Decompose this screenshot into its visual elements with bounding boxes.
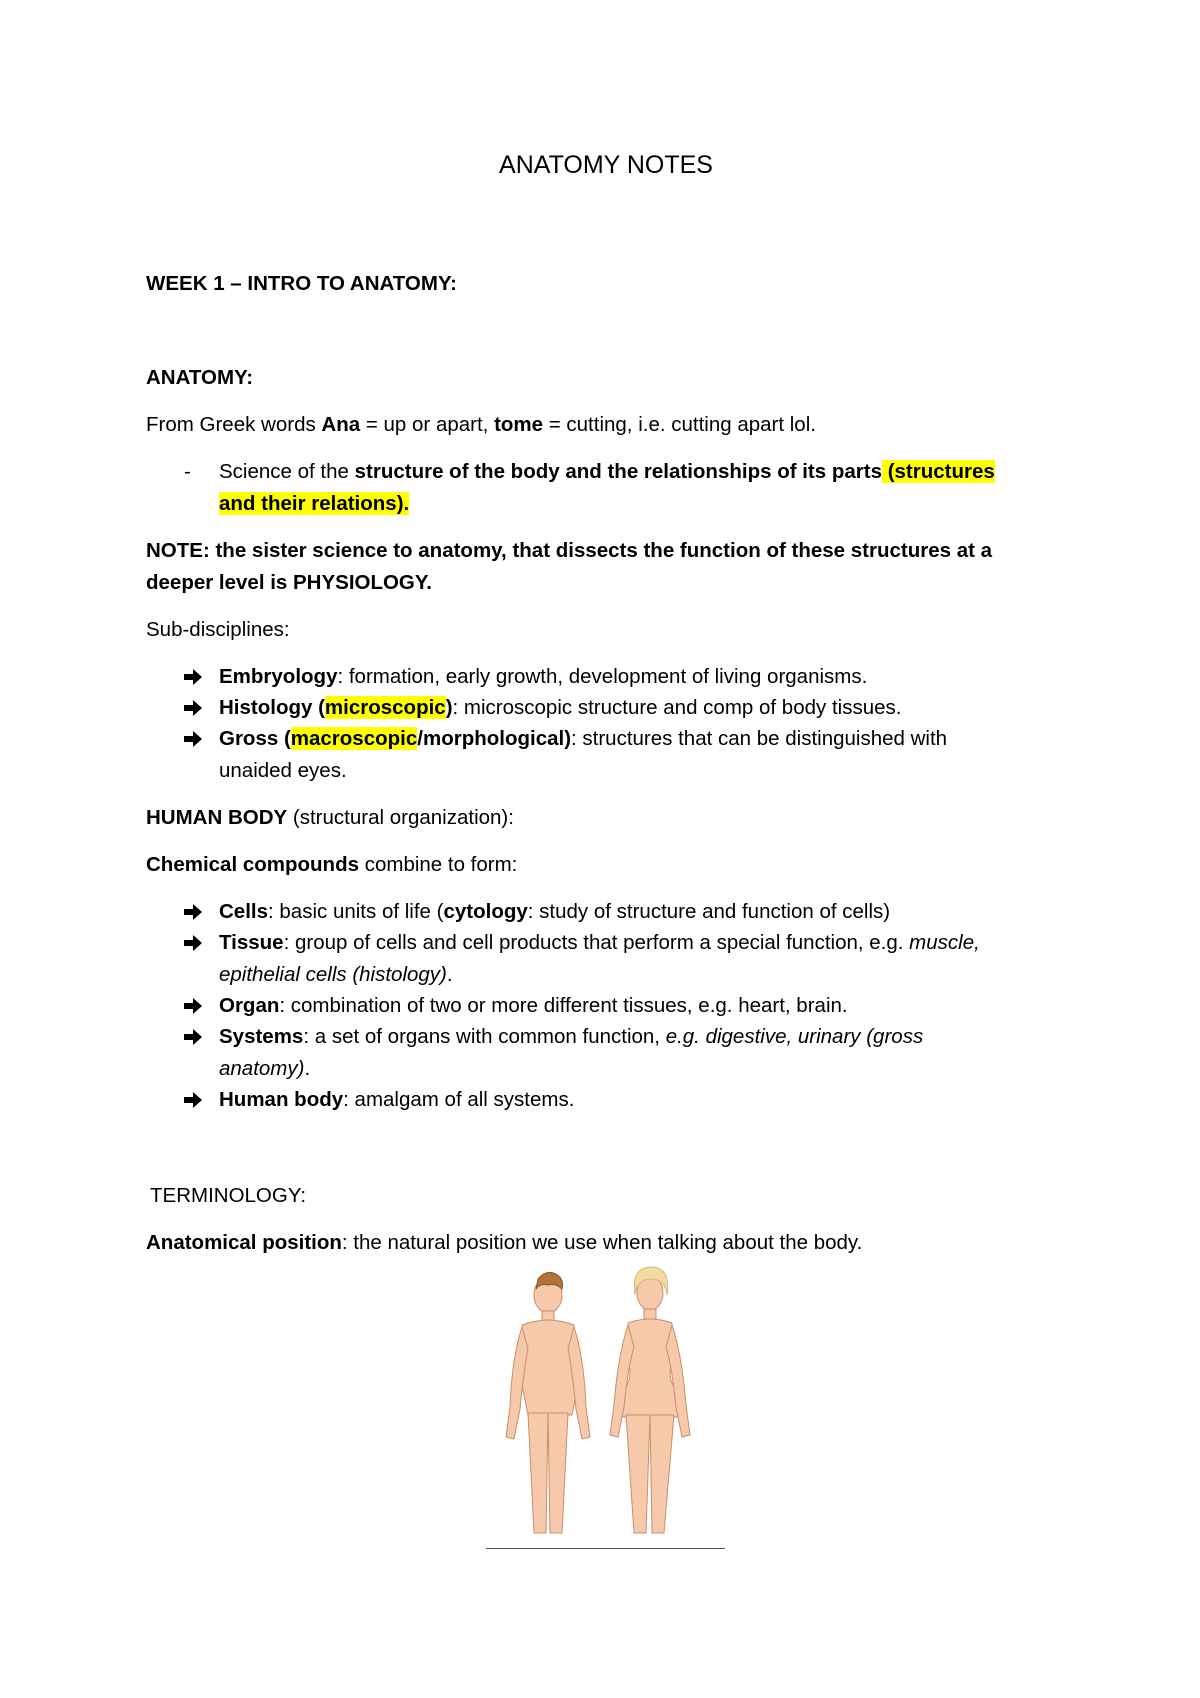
etymology-line: From Greek words Ana = up or apart, tome = cutting, i.e. cutting apart lol. xyxy=(146,413,816,436)
figure-baseline xyxy=(486,1548,725,1549)
right-arrow-icon xyxy=(183,996,203,1016)
right-arrow-icon xyxy=(183,1027,203,1047)
subdiscipline-gross-cont: unaided eyes. xyxy=(219,759,347,782)
subdiscipline-gross: Gross (macroscopic/morphological): structures that can be distinguished with xyxy=(219,727,948,750)
week-heading: WEEK 1 – INTRO TO ANATOMY: xyxy=(146,272,457,295)
anatomical-position-illustration xyxy=(480,1265,730,1550)
right-arrow-icon xyxy=(183,902,203,922)
human-body-heading: HUMAN BODY (structural organization): xyxy=(146,806,514,829)
right-arrow-icon xyxy=(183,667,203,687)
subdisciplines-heading: Sub-disciplines: xyxy=(146,618,290,641)
level-tissue: Tissue: group of cells and cell products that perform a special function, e.g. muscle, xyxy=(219,931,980,954)
note-line-2: deeper level is PHYSIOLOGY. xyxy=(146,571,432,594)
right-arrow-icon xyxy=(183,729,203,749)
right-arrow-icon xyxy=(183,1090,203,1110)
female-figure xyxy=(610,1267,690,1533)
document-title: ANATOMY NOTES xyxy=(499,151,713,179)
right-arrow-icon xyxy=(183,698,203,718)
level-cells: Cells: basic units of life (cytology: study of structure and function of cells) xyxy=(219,900,891,923)
bullet-dash: - xyxy=(184,460,191,483)
male-figure xyxy=(506,1272,590,1533)
level-systems-cont: anatomy). xyxy=(219,1057,311,1080)
level-tissue-cont: epithelial cells (histology). xyxy=(219,963,453,986)
chemical-compounds-line: Chemical compounds combine to form: xyxy=(146,853,518,876)
definition-line: Science of the structure of the body and the relationships of its parts (structures xyxy=(219,460,995,483)
level-human-body: Human body: amalgam of all systems. xyxy=(219,1088,575,1111)
level-organ: Organ: combination of two or more different tissues, e.g. heart, brain. xyxy=(219,994,848,1017)
definition-line-cont: and their relations). xyxy=(219,492,410,515)
level-systems: Systems: a set of organs with common function, e.g. digestive, urinary (gross xyxy=(219,1025,924,1048)
anatomy-heading: ANATOMY: xyxy=(146,366,254,389)
anatomical-position-line: Anatomical position: the natural position we use when talking about the body. xyxy=(146,1231,863,1254)
note-line-1: NOTE: the sister science to anatomy, that dissects the function of these structures at a xyxy=(146,539,993,562)
subdiscipline-embryology: Embryology: formation, early growth, development of living organisms. xyxy=(219,665,868,688)
right-arrow-icon xyxy=(183,933,203,953)
subdiscipline-histology: Histology (microscopic): microscopic structure and comp of body tissues. xyxy=(219,696,902,719)
terminology-heading: TERMINOLOGY: xyxy=(150,1184,307,1207)
